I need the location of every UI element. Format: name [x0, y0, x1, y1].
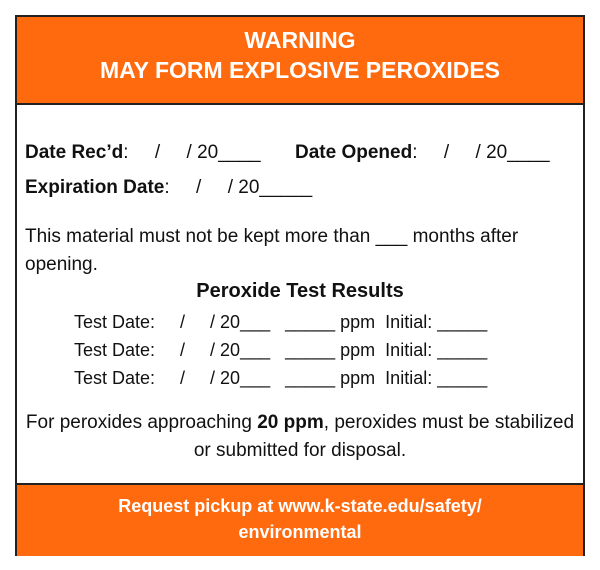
test-results-title: Peroxide Test Results — [196, 280, 404, 302]
expiration-field: : / / 20_____ — [164, 177, 313, 198]
disposal-note — [25, 409, 575, 465]
ppm-threshold: 20 ppm — [257, 412, 324, 433]
peroxide-warning-label — [15, 15, 585, 556]
expiration-label: Expiration Date — [25, 177, 165, 198]
pickup-footer — [17, 483, 583, 556]
disposal-note-post: , peroxides must be stabilized or submitted for disposal. — [193, 412, 575, 461]
warning-header — [17, 17, 583, 105]
expiration-row — [25, 177, 312, 199]
date-opened-row — [295, 142, 550, 164]
test-row-3: Test Date: / / 20___ _____ ppm Initial: _____ — [74, 368, 488, 388]
pickup-text-line1: Request pickup at www.k-state.edu/safety/ — [118, 496, 482, 516]
pickup-text-line2: environmental — [238, 522, 362, 542]
date-opened-label: Date Opened — [295, 142, 413, 163]
warning-subtitle: MAY FORM EXPLOSIVE PEROXIDES — [99, 57, 501, 83]
warning-title: WARNING — [244, 27, 356, 53]
date-received-field: : / / 20____ — [123, 142, 261, 163]
test-row-1: Test Date: / / 20___ _____ ppm Initial: _____ — [74, 312, 488, 332]
disposal-note-pre: For peroxides approaching — [25, 412, 258, 433]
date-received-row — [25, 142, 261, 164]
test-row-2: Test Date: / / 20___ _____ ppm Initial: _____ — [74, 340, 488, 360]
date-received-label: Date Rec’d — [25, 142, 124, 163]
storage-note: This material must not be kept more than ___ months after opening. — [25, 226, 519, 275]
date-opened-field: : / / 20____ — [412, 142, 550, 163]
